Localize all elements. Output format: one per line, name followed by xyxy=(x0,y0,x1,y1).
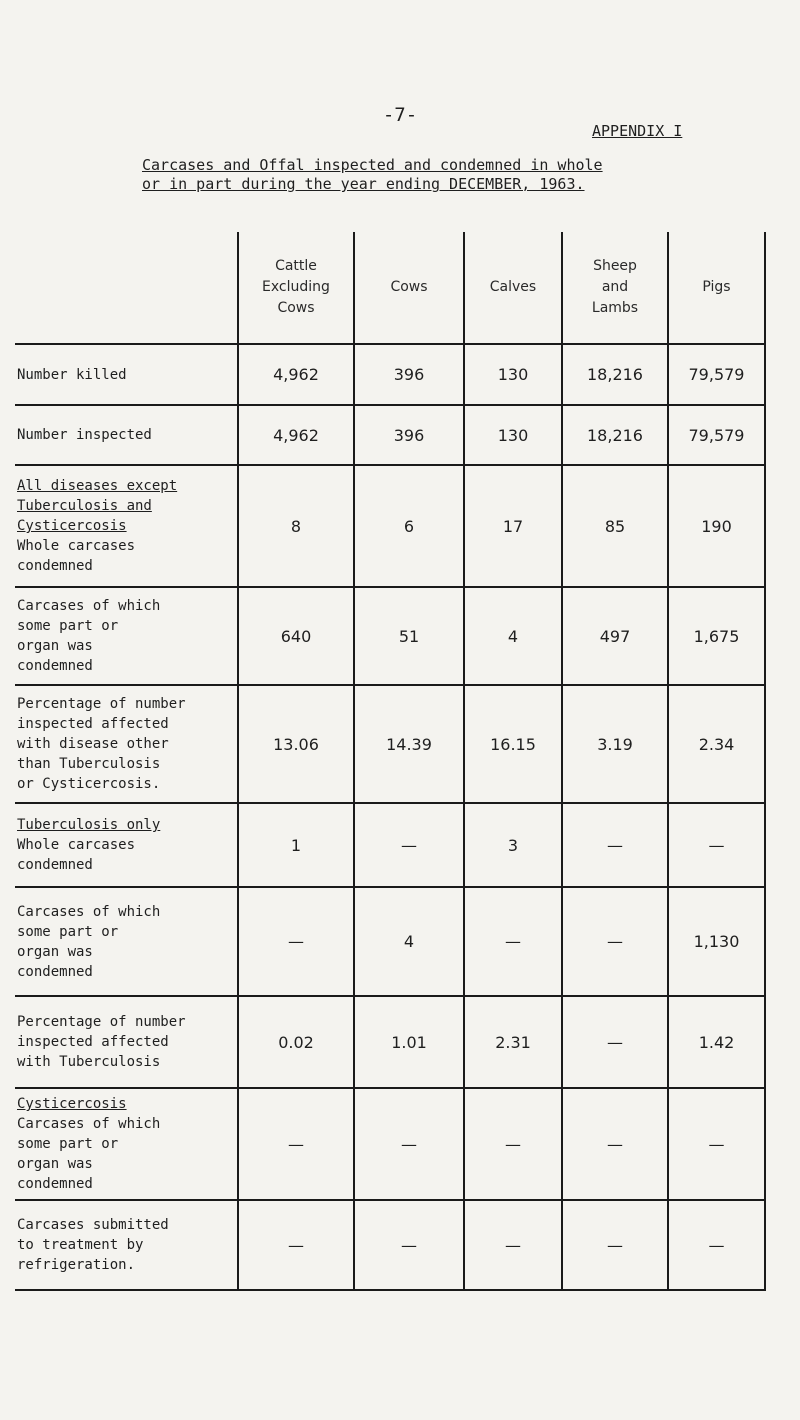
table-row xyxy=(15,1200,765,1290)
table-cell-value: 4,962 xyxy=(238,405,354,465)
table-cell-value: 640 xyxy=(238,587,354,685)
table-cell-value: — xyxy=(562,1088,668,1200)
table-cell-value: 396 xyxy=(354,405,464,465)
column-header-line: and xyxy=(601,279,629,295)
row-label xyxy=(15,405,238,465)
column-header-line: Cattle xyxy=(275,258,317,274)
table-cell-value: 130 xyxy=(464,344,562,405)
table-cell-value: 85 xyxy=(562,465,668,587)
column-header-line: Pigs xyxy=(702,279,731,295)
column-header-line: Excluding xyxy=(262,279,330,295)
table-cell-value: 16.15 xyxy=(464,685,562,803)
column-header xyxy=(354,232,464,344)
table-header-row xyxy=(15,232,765,344)
row-label-line: Carcases of which xyxy=(17,598,161,614)
row-label-line: inspected affected xyxy=(17,716,169,732)
table-cell-value: 8 xyxy=(238,465,354,587)
table-cell-value: 2.34 xyxy=(668,685,765,803)
table-row xyxy=(15,685,765,803)
header-corner-cell xyxy=(15,232,238,344)
table-row xyxy=(15,1088,765,1200)
row-label-line: with disease other xyxy=(17,736,169,752)
row-label-line: Whole carcases xyxy=(17,538,136,554)
row-section-heading: All diseases except xyxy=(17,478,178,494)
row-label-line: or Cysticercosis. xyxy=(17,776,161,792)
table-row xyxy=(15,587,765,685)
table-cell-value: 18,216 xyxy=(562,405,668,465)
column-header xyxy=(668,232,765,344)
row-label-line: Percentage of number xyxy=(17,696,186,712)
row-label-line: condemned xyxy=(17,857,93,873)
row-label-line: condemned xyxy=(17,658,93,674)
row-label-line: some part or xyxy=(17,923,119,940)
table-cell-value: 18,216 xyxy=(562,344,668,405)
table-row xyxy=(15,887,765,996)
table-cell-value: — xyxy=(354,1200,464,1290)
carcases-table xyxy=(15,232,766,1291)
row-label-line: to treatment by xyxy=(17,1237,144,1253)
table-cell-value: — xyxy=(668,1200,765,1290)
document-title-line-1: Carcases and Offal inspected and condemned in whole xyxy=(142,156,603,174)
table-cell-value: 4 xyxy=(354,887,464,996)
table-cell-value: 1 xyxy=(238,803,354,887)
table-cell-value: 3.19 xyxy=(562,685,668,803)
row-label-line: condemned xyxy=(17,558,93,574)
table-row xyxy=(15,803,765,887)
table-cell-value: 396 xyxy=(354,344,464,405)
table-cell-value: 1,675 xyxy=(668,587,765,685)
table-cell-value: 130 xyxy=(464,405,562,465)
row-label xyxy=(15,344,238,405)
row-section-heading: Cysticercosis xyxy=(17,518,127,534)
row-label-line: Percentage of number xyxy=(17,1014,186,1030)
row-label-line: condemned xyxy=(17,963,93,980)
table-body xyxy=(15,344,765,1290)
row-label-line: Carcases of which xyxy=(17,1116,161,1132)
table-cell-value: — xyxy=(354,1088,464,1200)
row-label-line: with Tuberculosis xyxy=(17,1054,161,1070)
table-cell-value: — xyxy=(238,887,354,996)
column-header xyxy=(238,232,354,344)
row-label-line: refrigeration. xyxy=(17,1257,136,1273)
table-cell-value: — xyxy=(562,803,668,887)
table-cell-value: 190 xyxy=(668,465,765,587)
table-cell-value: 0.02 xyxy=(238,996,354,1088)
row-label xyxy=(15,887,238,996)
table-row xyxy=(15,465,765,587)
table-cell-value: — xyxy=(354,803,464,887)
row-label-line: Number inspected xyxy=(17,427,152,443)
table-cell-value: 497 xyxy=(562,587,668,685)
column-header-line: Calves xyxy=(489,279,537,295)
row-label-line: inspected affected xyxy=(17,1034,169,1050)
row-label-line: organ was xyxy=(17,943,93,960)
table-row xyxy=(15,405,765,465)
row-label xyxy=(15,587,238,685)
table-cell-value: 13.06 xyxy=(238,685,354,803)
row-label-line: condemned xyxy=(17,1176,93,1192)
table-cell-value: 2.31 xyxy=(464,996,562,1088)
table-cell-value: 1.42 xyxy=(668,996,765,1088)
table-cell-value: — xyxy=(238,1200,354,1290)
column-header-line: Cows xyxy=(390,279,428,295)
table-cell-value: — xyxy=(464,1200,562,1290)
row-label-line: Carcases of which xyxy=(17,903,161,920)
row-label xyxy=(15,996,238,1088)
table-cell-value: — xyxy=(562,1200,668,1290)
row-section-heading: Cysticercosis xyxy=(17,1096,127,1112)
table-cell-value: — xyxy=(562,887,668,996)
column-header-line: Lambs xyxy=(591,300,639,316)
table-cell-value: — xyxy=(668,803,765,887)
table-cell-value: 4 xyxy=(464,587,562,685)
row-label-line: than Tuberculosis xyxy=(17,756,161,772)
row-label xyxy=(15,1088,238,1200)
row-label-line: organ was xyxy=(17,1156,93,1172)
row-label xyxy=(15,803,238,887)
row-section-heading: Tuberculosis and xyxy=(17,498,152,514)
row-label-line: Number killed xyxy=(17,366,127,383)
table-cell-value: 4,962 xyxy=(238,344,354,405)
table-cell-value: 14.39 xyxy=(354,685,464,803)
column-header xyxy=(562,232,668,344)
row-label xyxy=(15,685,238,803)
table-cell-value: — xyxy=(464,1088,562,1200)
table-cell-value: 1.01 xyxy=(354,996,464,1088)
appendix-label: APPENDIX I xyxy=(592,122,683,140)
row-label xyxy=(15,1200,238,1290)
row-label-line: Whole carcases xyxy=(17,837,136,853)
row-label xyxy=(15,465,238,587)
table-cell-value: 3 xyxy=(464,803,562,887)
table-cell-value: 51 xyxy=(354,587,464,685)
row-label-line: organ was xyxy=(17,638,93,654)
row-section-heading: Tuberculosis only xyxy=(17,817,161,833)
table-cell-value: — xyxy=(562,996,668,1088)
table-cell-value: — xyxy=(668,1088,765,1200)
table-row xyxy=(15,996,765,1088)
table-cell-value: 79,579 xyxy=(668,405,765,465)
page-number: -7- xyxy=(382,104,418,126)
table-cell-value: 17 xyxy=(464,465,562,587)
row-label-line: some part or xyxy=(17,1136,119,1152)
column-header-line: Cows xyxy=(277,300,315,316)
table-cell-value: 6 xyxy=(354,465,464,587)
table-cell-value: 79,579 xyxy=(668,344,765,405)
table-cell-value: 1,130 xyxy=(668,887,765,996)
row-label-line: Carcases submitted xyxy=(17,1217,169,1233)
table-cell-value: — xyxy=(464,887,562,996)
column-header-line: Sheep xyxy=(593,258,637,274)
table-cell-value: — xyxy=(238,1088,354,1200)
row-label-line: some part or xyxy=(17,618,119,634)
column-header xyxy=(464,232,562,344)
table-row xyxy=(15,344,765,405)
document-title-line-2: or in part during the year ending DECEMBER, 1963. xyxy=(142,175,585,193)
